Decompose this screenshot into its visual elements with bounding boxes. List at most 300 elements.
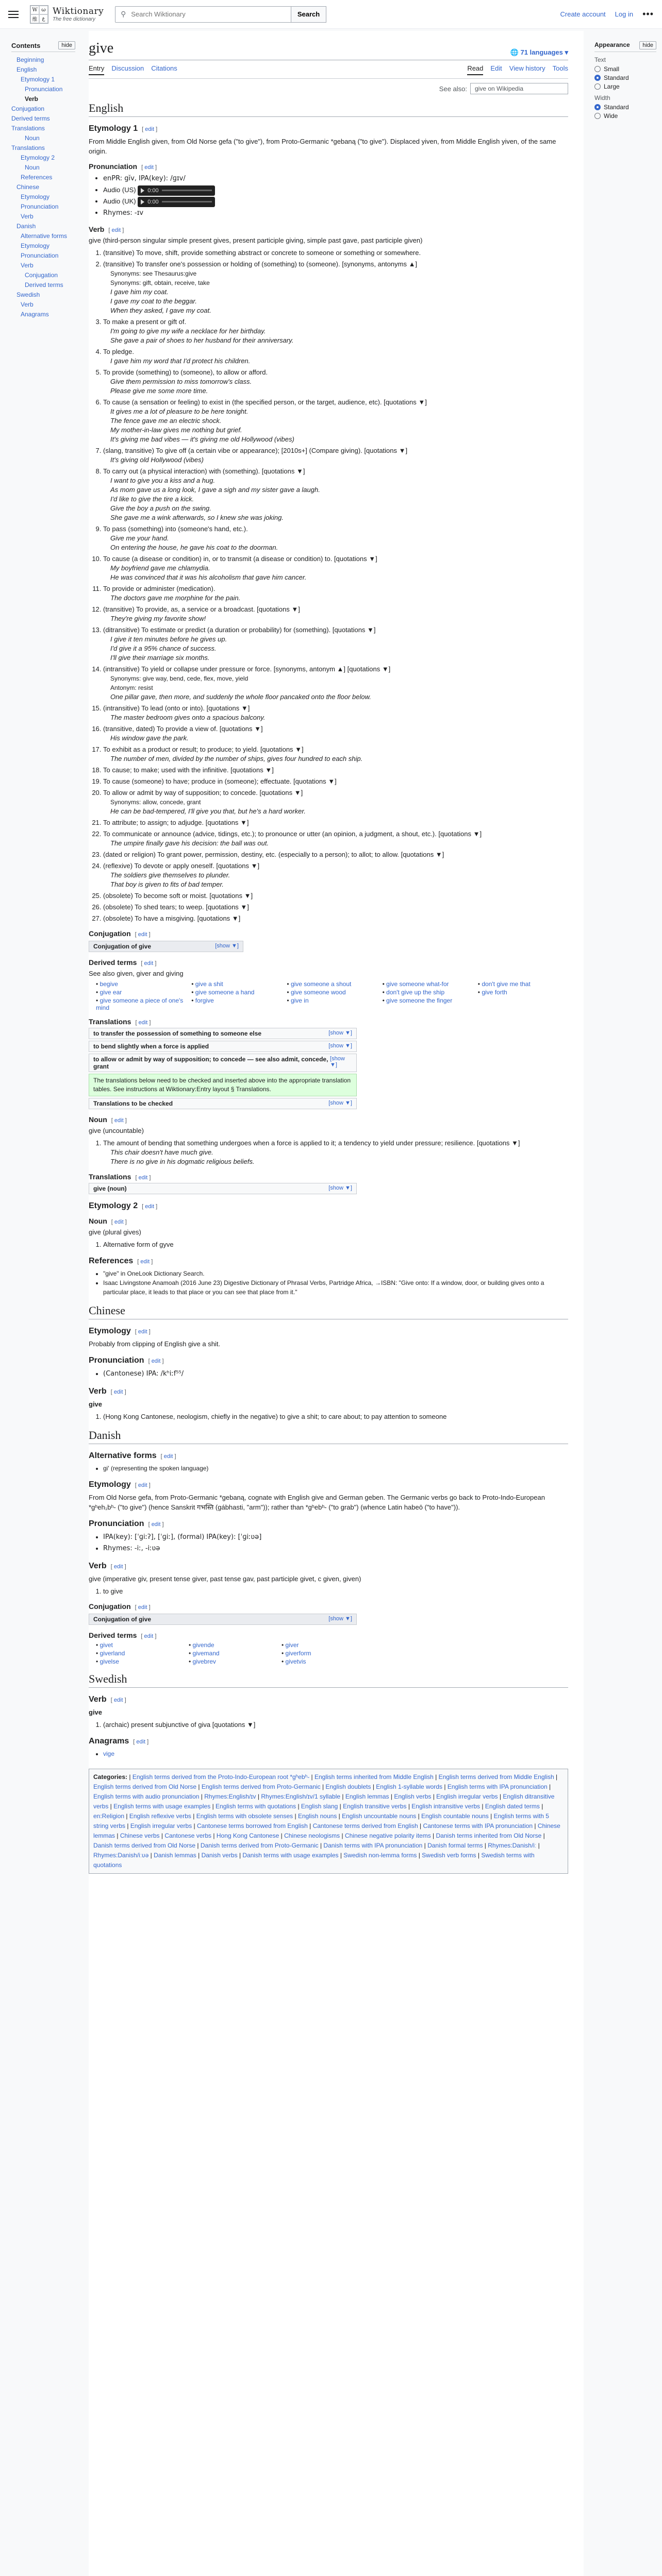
category-link[interactable]: Cantonese terms borrowed from English — [197, 1822, 308, 1829]
derived-term[interactable]: • giverland — [96, 1650, 184, 1657]
derived-term[interactable]: • give someone a hand — [191, 989, 282, 996]
toc-item[interactable]: Translations — [11, 144, 45, 151]
toc-list — [11, 55, 75, 319]
audio-progress[interactable] — [162, 201, 212, 202]
play-icon[interactable] — [141, 199, 144, 205]
width-option[interactable] — [594, 112, 656, 120]
toc-item[interactable]: Conjugation — [25, 272, 58, 279]
toc-item[interactable]: Derived terms — [25, 281, 63, 289]
danish-etymology-heading — [89, 1480, 568, 1489]
synonyms: Synonyms: give way, bend, cede, flex, move, yield — [110, 675, 249, 682]
noun-2-heading — [89, 1217, 568, 1225]
audio-progress[interactable] — [162, 190, 212, 191]
category-link[interactable]: English irregular verbs — [436, 1793, 498, 1800]
category-link[interactable]: English lemmas — [345, 1793, 389, 1800]
danish-heading — [89, 1429, 568, 1444]
edit-link[interactable]: [ edit ] — [148, 1358, 164, 1364]
toc-item[interactable]: Verb — [21, 213, 34, 220]
translation-boxes — [89, 1028, 568, 1072]
category-link[interactable]: Chinese lemmas — [93, 1822, 560, 1839]
usage-example: I give it ten minutes before he gives up. — [110, 635, 227, 643]
sense — [103, 368, 568, 396]
translation-header — [89, 1054, 356, 1072]
usage-example: When they asked, I gave my coat. — [110, 307, 211, 314]
sense — [103, 850, 568, 859]
usage-example: She gave me a wink afterwards, so I knew she was joking. — [110, 514, 284, 521]
heading-text: Verb — [89, 225, 105, 233]
toc-item[interactable]: Noun — [25, 134, 40, 142]
usage-example: His window gave the park. — [110, 734, 189, 742]
usage-example: The fence gave me an electric shock. — [110, 417, 222, 425]
toc-item[interactable]: Pronunciation — [21, 252, 59, 259]
site-wordmark[interactable] — [53, 6, 104, 22]
toc-item[interactable]: Danish — [16, 223, 36, 230]
sense — [103, 861, 568, 889]
categories-box — [89, 1769, 568, 1874]
synonyms: Antonym: resist — [110, 684, 153, 691]
category-link[interactable]: English terms inherited from Middle English — [315, 1773, 434, 1781]
category-link[interactable]: Danish terms inherited from Old Norse — [436, 1832, 542, 1839]
category-separator: | — [431, 1793, 437, 1800]
category-separator: | — [159, 1832, 165, 1839]
category-link[interactable]: Rhymes:Danish/iːʋə — [93, 1852, 149, 1859]
sense-definition: (intransitive) To yield or collapse under pressure or force. [synonyms, antonym ▲] [quotations ▼] — [103, 665, 391, 673]
edit-link[interactable]: [ edit ] — [160, 1453, 176, 1460]
usage-example: There is no give in his dogmatic religious beliefs. — [110, 1158, 255, 1165]
usage-example: It's giving old Hollywood (vibes) — [110, 456, 204, 464]
heading-text: Noun — [89, 1115, 107, 1124]
edit-link[interactable]: [ edit ] — [110, 1389, 126, 1395]
edit-link[interactable]: [ edit ] — [141, 1633, 157, 1639]
edit-link[interactable]: [ edit ] — [141, 960, 157, 967]
category-link[interactable]: Swedish verb forms — [422, 1852, 476, 1859]
anagram-link[interactable]: vige — [103, 1750, 115, 1757]
category-link[interactable]: English ditransitive verbs — [93, 1793, 555, 1810]
tab-read[interactable]: Read — [467, 64, 483, 75]
tab-tools[interactable]: Tools — [552, 64, 568, 72]
edit-link[interactable]: [ edit ] — [135, 1020, 151, 1026]
languages-button[interactable]: 🌐 71 languages ▾ — [510, 48, 568, 56]
heading-text: Verb — [89, 1562, 107, 1570]
radio-selected-icon — [594, 104, 601, 110]
edit-link[interactable]: [ edit ] — [142, 126, 158, 132]
box-title: to bend slightly when a force is applied — [93, 1043, 209, 1050]
category-link[interactable]: Hong Kong Cantonese — [216, 1832, 279, 1839]
derived-term[interactable]: • give forth — [478, 989, 568, 996]
edit-link[interactable]: [ edit ] — [135, 1175, 151, 1181]
category-separator: | — [192, 1822, 197, 1829]
heading-text: Danish — [89, 1429, 121, 1442]
derived-term[interactable]: • give ear — [96, 989, 186, 996]
category-link[interactable]: Danish terms with usage examples — [242, 1852, 339, 1859]
category-separator: | — [191, 1812, 196, 1820]
wikipedia-link[interactable]: give on Wikipedia — [470, 83, 568, 94]
sense — [103, 829, 568, 848]
category-link[interactable]: Danish formal terms — [427, 1842, 483, 1849]
sense — [103, 347, 568, 366]
category-link[interactable]: English intransitive verbs — [411, 1803, 481, 1810]
sense — [103, 467, 568, 522]
category-separator: | — [338, 1803, 343, 1810]
toc-item[interactable]: Noun — [25, 164, 40, 171]
category-link[interactable]: Danish lemmas — [154, 1852, 196, 1859]
category-link[interactable]: English countable nouns — [421, 1812, 489, 1820]
category-link[interactable]: Danish terms derived from Proto-Germanic — [200, 1842, 319, 1849]
sense-definition: (intransitive) To lead (onto or into). [quotations ▼] — [103, 704, 250, 712]
toc-item[interactable]: References — [21, 174, 53, 181]
radio-label: Wide — [604, 112, 618, 120]
category-link[interactable]: Rhymes:English/ɪv/1 syllable — [261, 1793, 341, 1800]
sense-definition: To communicate or announce (advice, tidings, etc.); to pronounce or utter (an opinion, a judgment, a shout, etc.). [quotations ▼] — [103, 830, 482, 838]
tab-discussion[interactable]: Discussion — [111, 64, 144, 72]
edit-link[interactable]: [ edit ] — [135, 931, 151, 938]
derived-term[interactable]: • givelse — [96, 1658, 184, 1665]
toc-item[interactable]: Beginning — [16, 56, 44, 63]
category-link[interactable]: Cantonese terms with IPA pronunciation — [423, 1822, 533, 1829]
search-icon: ⚲ — [121, 10, 126, 18]
toc-hide-button[interactable]: hide — [58, 41, 75, 49]
usage-example: I'll give their marriage six months. — [110, 654, 210, 662]
category-separator: | — [196, 1783, 202, 1790]
derived-term[interactable]: • giverform — [282, 1650, 369, 1657]
derived-term[interactable]: • givebrev — [189, 1658, 276, 1665]
log-in-link[interactable]: Log in — [615, 10, 634, 18]
chinese-senses — [89, 1412, 568, 1421]
edit-label: edit — [113, 1389, 123, 1395]
category-link[interactable]: English terms derived from Old Norse — [93, 1783, 197, 1790]
pron-item — [103, 184, 568, 196]
play-icon[interactable] — [141, 188, 144, 193]
text-size-option[interactable] — [594, 83, 656, 90]
category-link[interactable]: Danish terms derived from Old Norse — [93, 1842, 196, 1849]
usage-example: The master bedroom gives onto a spacious balcony. — [110, 714, 266, 721]
text-size-option[interactable] — [594, 74, 656, 81]
category-link[interactable]: English terms derived from Middle English — [438, 1773, 554, 1781]
category-link[interactable]: English transitive verbs — [343, 1803, 407, 1810]
sense-definition: To cause (a disease or condition) in, or to transmit (a disease or condition) to. [quotations ▼] — [103, 555, 377, 563]
edit-label: edit — [138, 1020, 148, 1026]
appearance-panel — [594, 41, 656, 121]
category-separator: | — [536, 1842, 540, 1849]
tab-view-history[interactable]: View history — [509, 64, 545, 72]
category-link[interactable]: Chinese verbs — [120, 1832, 160, 1839]
pron-item: • (Cantonese) IPA: /kʰiːf⁵⁵/ — [103, 1368, 568, 1380]
edit-link[interactable]: [ edit ] — [135, 1482, 151, 1488]
edit-link[interactable]: [ edit ] — [135, 1604, 151, 1611]
heading-text: Derived terms — [89, 958, 137, 967]
category-link[interactable]: English nouns — [297, 1812, 337, 1820]
pron-text: Audio (US) — [103, 186, 136, 194]
sense: 1. (Hong Kong Cantonese, neologism, chiefly in the negative) to give a shit; to care about; to pay attention to someone — [103, 1412, 568, 1421]
sense — [103, 724, 568, 743]
category-link[interactable]: Cantonese terms derived from English — [312, 1822, 418, 1829]
show-toggle[interactable]: [show ▼] — [328, 1616, 352, 1622]
category-link[interactable]: English uncountable nouns — [342, 1812, 417, 1820]
derived-term[interactable]: • give in — [287, 997, 377, 1011]
edit-link[interactable]: [ edit ] — [148, 1521, 164, 1528]
radio-icon — [594, 83, 601, 90]
category-link[interactable]: Rhymes:Danish/iː — [488, 1842, 537, 1849]
text-size-option[interactable] — [594, 65, 656, 73]
danish-alt-forms-heading — [89, 1451, 568, 1461]
toc-item[interactable]: Verb — [21, 262, 34, 269]
toc-item[interactable]: Chinese — [16, 183, 40, 191]
toc-header — [11, 41, 75, 52]
usage-example: They're giving my favorite show! — [110, 615, 206, 622]
radio-label: Standard — [604, 74, 629, 81]
tabs-right — [467, 64, 568, 75]
category-separator: | — [431, 1832, 436, 1839]
edit-link[interactable]: [ edit ] — [141, 164, 157, 171]
category-link[interactable]: Danish terms with IPA pronunciation — [323, 1842, 423, 1849]
toc-item[interactable]: Anagrams — [21, 311, 49, 318]
toc-title: Contents — [11, 41, 41, 49]
danish-conjugation-table — [89, 1614, 357, 1625]
edit-link[interactable]: [ edit ] — [137, 1259, 153, 1265]
usage-example: That boy is given to fits of bad temper. — [110, 880, 224, 888]
category-link[interactable]: English terms with 5 string verbs — [93, 1812, 549, 1829]
show-toggle[interactable]: [show ▼] — [328, 1100, 352, 1106]
sense-definition: (reflexive) To devote or apply oneself. [quotations ▼] — [103, 862, 260, 870]
show-toggle[interactable]: [show ▼] — [330, 1056, 345, 1068]
audio-time: 0:00 — [147, 187, 159, 194]
category-link[interactable]: English terms derived from the Proto-Indo-European root *gʰebʰ- — [132, 1773, 310, 1781]
category-separator: | — [196, 1852, 202, 1859]
sense — [103, 248, 568, 258]
translation-box — [89, 1098, 357, 1109]
languages-label: 71 languages — [520, 48, 563, 56]
category-link[interactable]: Chinese negative polarity items — [344, 1832, 431, 1839]
category-separator: | — [210, 1803, 216, 1810]
edit-link[interactable]: [ edit ] — [142, 1204, 158, 1210]
see-also-label: See also: — [439, 84, 467, 93]
toc-item[interactable]: Etymology 1 — [21, 76, 55, 83]
edit-label: edit — [136, 1739, 146, 1745]
show-toggle[interactable]: [show ▼] — [328, 1043, 352, 1049]
search-button[interactable]: Search — [291, 6, 326, 23]
edit-label: edit — [144, 960, 154, 967]
derived-term[interactable]: • givemand — [189, 1650, 276, 1657]
usage-example: Give them permission to miss tomorrow's class. — [110, 378, 252, 385]
sense-definition: To attribute; to assign; to adjudge. [quotations ▼] — [103, 819, 249, 826]
tab-edit[interactable]: Edit — [490, 64, 502, 72]
wiktionary-logo[interactable] — [30, 5, 48, 24]
sense — [103, 554, 568, 582]
usage-example: I'd give it a 95% chance of success. — [110, 645, 217, 652]
swedish-verb-heading — [89, 1695, 568, 1704]
category-separator: | — [406, 1803, 412, 1810]
sense-definition: To cause; to make; used with the infinitive. [quotations ▼] — [103, 766, 274, 774]
toc-item[interactable]: Verb — [25, 95, 39, 103]
menu-icon[interactable] — [8, 11, 19, 18]
category-link[interactable]: English terms with obsolete senses — [196, 1812, 293, 1820]
edit-link[interactable]: [ edit ] — [110, 1697, 126, 1703]
category-separator: | — [256, 1793, 261, 1800]
sense — [103, 398, 568, 444]
category-link[interactable]: English irregular verbs — [130, 1822, 192, 1829]
width-option[interactable] — [594, 104, 656, 111]
tab-entry[interactable]: Entry — [89, 64, 104, 75]
category-link[interactable]: English 1-syllable words — [376, 1783, 443, 1790]
toc-item[interactable]: English — [16, 66, 37, 73]
conjugation-heading — [89, 929, 568, 938]
table-of-contents — [11, 41, 75, 319]
category-link[interactable]: English slang — [301, 1803, 338, 1810]
category-link[interactable]: English terms with usage examples — [113, 1803, 211, 1810]
logo-glyph: ω — [39, 6, 48, 14]
derived-term[interactable]: • don't give me that — [478, 980, 568, 988]
sense — [103, 260, 568, 315]
edit-link[interactable]: [ edit ] — [135, 1329, 151, 1335]
category-link[interactable]: Swedish non-lemma forms — [343, 1852, 417, 1859]
sense — [103, 605, 568, 623]
sense-definition: (obsolete) To shed tears; to weep. [quotations ▼] — [103, 903, 249, 911]
translation-header — [89, 1183, 356, 1194]
edit-link[interactable]: [ edit ] — [111, 1117, 127, 1124]
heading-text: Alternative forms — [89, 1451, 157, 1460]
category-separator: | — [293, 1812, 298, 1820]
chinese-headline: give — [89, 1400, 103, 1408]
category-separator: | — [108, 1803, 114, 1810]
category-separator: | — [433, 1773, 439, 1781]
derived-term[interactable]: • giver — [282, 1641, 369, 1649]
pron-text: Audio (UK) — [103, 197, 136, 205]
derived-term[interactable]: • givetvis — [282, 1658, 369, 1665]
tabs-left — [89, 64, 177, 75]
edit-label: edit — [163, 1453, 173, 1460]
toc-item[interactable]: Alternative forms — [21, 232, 68, 240]
category-separator: | — [199, 1793, 205, 1800]
sense — [103, 584, 568, 603]
derived-term[interactable]: • give someone a piece of one's mind — [96, 997, 186, 1011]
category-separator: | — [195, 1842, 201, 1849]
category-separator: | — [541, 1832, 545, 1839]
toc-item[interactable]: Conjugation — [11, 105, 45, 112]
show-toggle[interactable]: [show ▼] — [328, 1185, 352, 1191]
sense-definition: To make a present or gift of. — [103, 318, 187, 326]
category-link[interactable]: English terms with audio pronunciation — [93, 1793, 200, 1800]
audio-player[interactable] — [138, 197, 215, 207]
category-link[interactable]: English dated terms — [485, 1803, 540, 1810]
derived-term[interactable]: • give someone the finger — [383, 997, 473, 1011]
radio-selected-icon — [594, 75, 601, 81]
toc-item[interactable]: Swedish — [16, 291, 40, 298]
toc-item[interactable]: Etymology — [21, 242, 50, 249]
chinese-verb-heading — [89, 1387, 568, 1396]
heading-text: Etymology 1 — [89, 124, 138, 133]
category-separator: | — [115, 1832, 120, 1839]
category-link[interactable]: en:Religion — [93, 1812, 125, 1820]
derived-term[interactable]: • givende — [189, 1641, 276, 1649]
category-link[interactable]: Swedish terms with quotations — [93, 1852, 535, 1869]
conjugation-table — [89, 941, 243, 952]
category-separator: | — [125, 1822, 130, 1829]
derived-term[interactable]: • give someone what-for — [383, 980, 473, 988]
toc-item[interactable]: Verb — [21, 301, 34, 308]
category-link[interactable]: English terms derived from Proto-Germanic — [201, 1783, 321, 1790]
sense — [103, 665, 568, 702]
edit-label: edit — [138, 931, 147, 938]
edit-label: edit — [111, 227, 121, 233]
edit-label: edit — [151, 1521, 161, 1528]
usage-example: The number of men, divided by the number of ships, gives four hundred to each ship. — [110, 755, 363, 762]
derived-term[interactable]: • give a shit — [191, 980, 282, 988]
heading-text: Noun — [89, 1217, 107, 1225]
create-account-link[interactable]: Create account — [560, 10, 606, 18]
category-link[interactable]: English verbs — [394, 1793, 432, 1800]
toc-item[interactable]: Pronunciation — [25, 86, 63, 93]
toc-item[interactable]: Derived terms — [11, 115, 50, 122]
toc-item[interactable]: Etymology 2 — [21, 154, 55, 161]
edit-link[interactable]: [ edit ] — [108, 227, 124, 233]
toc-item[interactable]: Etymology — [21, 193, 50, 200]
sense-definition: To carry out (a physical interaction) with (something). [quotations ▼] — [103, 467, 305, 475]
edit-link[interactable]: [ edit ] — [111, 1219, 127, 1225]
category-link[interactable]: Danish verbs — [201, 1852, 238, 1859]
usage-example: Give me your hand. — [110, 534, 169, 542]
category-link[interactable]: English doublets — [325, 1783, 371, 1790]
category-link[interactable]: Rhymes:English/ɪv — [204, 1793, 256, 1800]
search-input[interactable] — [131, 10, 291, 18]
appearance-hide-button[interactable]: hide — [639, 41, 656, 49]
category-separator: | — [442, 1783, 448, 1790]
derived-term[interactable]: • don't give up the ship — [383, 989, 473, 996]
categories-label[interactable]: Categories: — [93, 1773, 128, 1781]
toc-item[interactable]: Translations — [11, 125, 45, 132]
chinese-etymology-heading — [89, 1327, 568, 1336]
heading-text: Etymology 2 — [89, 1201, 138, 1210]
audio-player[interactable] — [138, 185, 215, 196]
usage-example: The doctors gave me morphine for the pain. — [110, 594, 241, 602]
heading-text: Conjugation — [89, 929, 131, 938]
english-heading — [89, 101, 568, 117]
reference: • "give" in OneLook Dictionary Search. — [103, 1269, 568, 1278]
references-list — [89, 1269, 568, 1297]
category-link[interactable]: Cantonese verbs — [164, 1832, 212, 1839]
toc-item[interactable]: Pronunciation — [21, 203, 59, 210]
usage-example: I gave him my word that I'd protect his children. — [110, 357, 251, 365]
derived-term[interactable]: • forgive — [191, 997, 282, 1011]
search-box — [115, 6, 326, 23]
anagram[interactable] — [103, 1749, 568, 1758]
show-toggle[interactable]: [show ▼] — [328, 1030, 352, 1036]
translations-notice: The translations below need to be checked and inserted above into the appropriate translation tables. See instructions at Wiktionary:Entry layout § Translations. — [89, 1074, 357, 1096]
category-link[interactable]: English terms with quotations — [216, 1803, 296, 1810]
edit-link[interactable]: [ edit ] — [133, 1739, 149, 1745]
category-separator: | — [533, 1822, 538, 1829]
category-separator: | — [320, 1783, 326, 1790]
more-options-icon[interactable]: ••• — [642, 9, 654, 19]
heading-text: Conjugation — [89, 1602, 131, 1611]
derived-term[interactable]: • givet — [96, 1641, 184, 1649]
derived-term[interactable]: • begive — [96, 980, 186, 988]
site-tagline: The free dictionary — [53, 16, 95, 22]
usage-example: He can be bad-tempered, I'll give you that, but he's a hard worker. — [110, 807, 306, 815]
radio-label: Standard — [604, 104, 629, 111]
category-link[interactable]: English reflexive verbs — [129, 1812, 191, 1820]
show-toggle[interactable]: [show ▼] — [215, 943, 239, 949]
category-link[interactable]: Chinese neologisms — [284, 1832, 340, 1839]
noun-senses — [89, 1139, 568, 1166]
category-link[interactable]: English terms with IPA pronunciation — [447, 1783, 548, 1790]
tab-citations[interactable]: Citations — [151, 64, 177, 72]
verb-headline: give (third-person singular simple present gives, present participle giving, simple past gave, past participle given) — [89, 236, 423, 244]
danish-derived-heading — [89, 1631, 568, 1639]
edit-link[interactable]: [ edit ] — [110, 1564, 126, 1570]
derived-term[interactable]: • give someone wood — [287, 989, 377, 996]
category-separator: | — [498, 1793, 503, 1800]
derived-term[interactable]: • give someone a shout — [287, 980, 377, 988]
